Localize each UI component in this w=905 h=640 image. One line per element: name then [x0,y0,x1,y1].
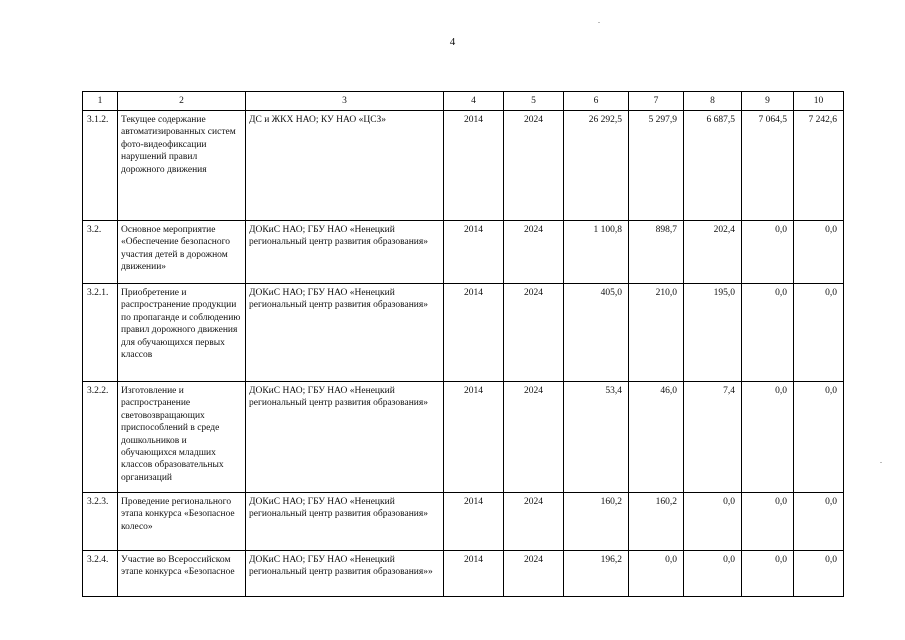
value-col8: 195,0 [684,284,742,382]
value-col7: 46,0 [629,382,684,493]
item-executors: ДОКиС НАО; ГБУ НАО «Ненецкий региональный центр развития образования» [246,493,444,551]
budget-table [82,91,844,597]
value-col10: 0,0 [794,493,844,551]
value-col6: 53,4 [564,382,629,493]
end-year: 2024 [504,382,564,493]
header-cell: 9 [742,92,794,111]
value-col9: 0,0 [742,284,794,382]
value-col9: 0,0 [742,221,794,284]
item-name: Основное мероприятие «Обеспечение безопасного участия детей в дорожном движении» [118,221,246,284]
item-number: 3.2.3. [83,493,118,551]
value-col6: 160,2 [564,493,629,551]
value-col10: 0,0 [794,382,844,493]
value-col6: 1 100,8 [564,221,629,284]
table-row [83,382,844,493]
value-col7: 160,2 [629,493,684,551]
value-col7: 0,0 [629,551,684,597]
header-cell: 6 [564,92,629,111]
value-col9: 0,0 [742,551,794,597]
header-cell: 7 [629,92,684,111]
start-year: 2014 [444,551,504,597]
table-row [83,111,844,221]
value-col10: 0,0 [794,551,844,597]
value-col10: 0,0 [794,284,844,382]
value-col9: 0,0 [742,382,794,493]
value-col9: 0,0 [742,493,794,551]
item-name: Проведение регионального этапа конкурса «Безопасное колесо» [118,493,246,551]
value-col8: 7,4 [684,382,742,493]
item-name: Приобретение и распространение продукции по пропаганде и соблюдению правил дорожного движения для обучающихся первых классов [118,284,246,382]
item-number: 3.2.2. [83,382,118,493]
start-year: 2014 [444,111,504,221]
item-executors: ДОКиС НАО; ГБУ НАО «Ненецкий региональный центр развития образования» [246,221,444,284]
start-year: 2014 [444,493,504,551]
value-col6: 196,2 [564,551,629,597]
header-cell: 8 [684,92,742,111]
item-executors: ДОКиС НАО; ГБУ НАО «Ненецкий региональный центр развития образования»» [246,551,444,597]
item-executors: ДС и ЖКХ НАО; КУ НАО «ЦСЗ» [246,111,444,221]
page-number: 4 [449,36,456,48]
item-number: 3.2.4. [83,551,118,597]
end-year: 2024 [504,551,564,597]
item-name: Участие во Всероссийском этапе конкурса «Безопасное [118,551,246,597]
start-year: 2014 [444,382,504,493]
value-col6: 405,0 [564,284,629,382]
value-col10: 0,0 [794,221,844,284]
start-year: 2014 [444,221,504,284]
value-col7: 5 297,9 [629,111,684,221]
value-col9: 7 064,5 [742,111,794,221]
end-year: 2024 [504,221,564,284]
header-cell: 5 [504,92,564,111]
table-row [83,551,844,597]
value-col7: 210,0 [629,284,684,382]
header-cell: 3 [246,92,444,111]
header-cell: 2 [118,92,246,111]
value-col8: 0,0 [684,551,742,597]
value-col7: 898,7 [629,221,684,284]
header-cell: 10 [794,92,844,111]
item-number: 3.1.2. [83,111,118,221]
end-year: 2024 [504,493,564,551]
end-year: 2024 [504,111,564,221]
table-row [83,284,844,382]
value-col8: 6 687,5 [684,111,742,221]
table-row [83,221,844,284]
value-col8: 202,4 [684,221,742,284]
item-number: 3.2. [83,221,118,284]
table-row [83,493,844,551]
item-executors: ДОКиС НАО; ГБУ НАО «Ненецкий региональный центр развития образования» [246,382,444,493]
value-col10: 7 242,6 [794,111,844,221]
value-col6: 26 292,5 [564,111,629,221]
item-name: Текущее содержание автоматизированных систем фото-видеофиксации нарушений правил дорожного движения [118,111,246,221]
header-cell: 4 [444,92,504,111]
value-col8: 0,0 [684,493,742,551]
table-header-row [83,92,844,111]
item-executors: ДОКиС НАО; ГБУ НАО «Ненецкий региональный центр развития образования» [246,284,444,382]
start-year: 2014 [444,284,504,382]
item-number: 3.2.1. [83,284,118,382]
header-cell: 1 [83,92,118,111]
item-name: Изготовление и распространение световозвращающих приспособлений в среде дошкольников и обучающихся младших классов образовательных организаций [118,382,246,493]
scan-speck [880,462,882,463]
scan-speck [598,22,600,23]
end-year: 2024 [504,284,564,382]
